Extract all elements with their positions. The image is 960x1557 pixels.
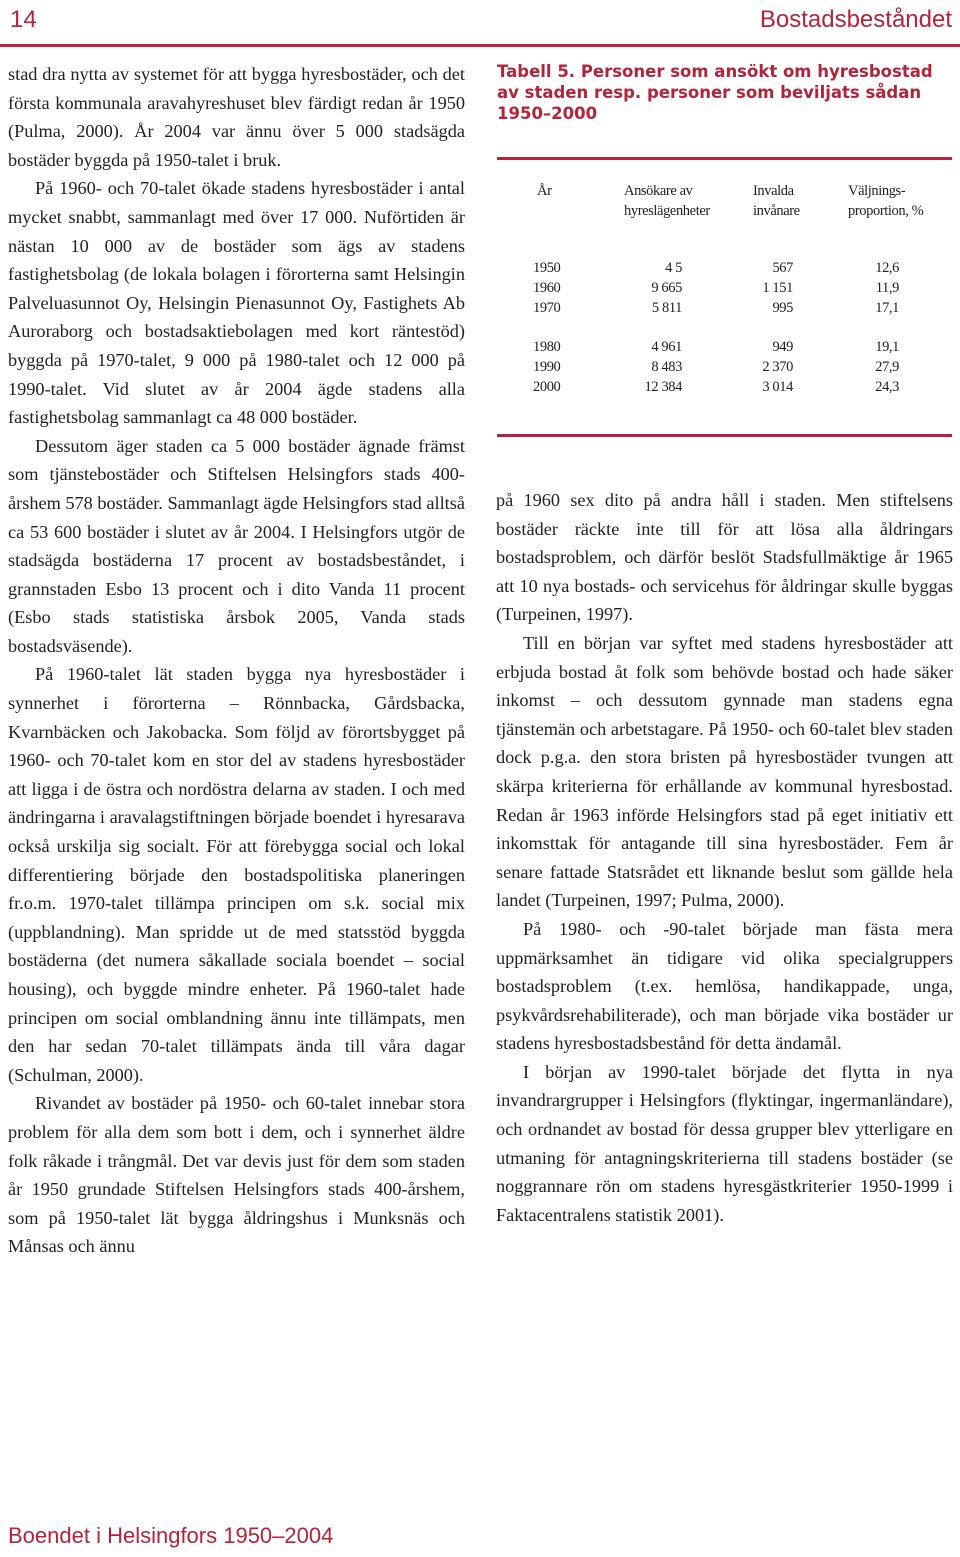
paragraph: stad dra nytta av systemet för att bygga hyresbostäder, och det första kommunala aravahyreshuset blev färdigt redan år 1950 (Pulma, 2000). År 2004 var ännu över 5 000 stadsägda bostäder byggda på 1950-talet i bruk. xyxy=(8,64,465,170)
table-row xyxy=(497,357,952,377)
table-row xyxy=(497,377,952,397)
paragraph: På 1960-talet lät staden bygga nya hyresbostäder i synnerhet i förorterna – Rönnbacka, Gårdsbacka, Kvarnbäcken och Jakobacka. Som följd av förortsbygget på 1960- och 70-talet kom en stor del av stadens hyresbostäder att ligga i de östra och nordöstra delarna av staden. I och med ändringarna i aravalagstiftningen började boendet i hyresarava också urskilja sig socialt. För att förebygga social och lokal differentiering började den bostadspolitiska planeringen fr.o.m. 1970-talet tillämpa principen om s.k. social mix (uppblandning). Man spridde ut de med statsstöd byggda bostäderna (det numera såkallade sociala boendet – social housing), och byggde mindre enheter. På 1960-talet hade principen om social omblandning ännu inte tillämpats, men den har sedan 70-talet tillämpats ända till våra dagar (Schulman, 2000). xyxy=(8,664,465,1085)
cell-applicants: 8 483 xyxy=(651,359,682,375)
column-header-invalids: Invalda invånare xyxy=(753,183,800,219)
header-rule xyxy=(0,44,960,47)
cell-invalids: 995 xyxy=(772,300,793,316)
cell-applicants: 4 5 xyxy=(665,260,682,276)
cell-applicants: 5 811 xyxy=(651,300,682,316)
cell-proportion: 24,3 xyxy=(875,379,899,395)
cell-proportion: 12,6 xyxy=(875,260,899,276)
cell-proportion: 27,9 xyxy=(875,359,899,375)
cell-invalids: 2 370 xyxy=(762,359,793,375)
cell-proportion: 11,9 xyxy=(875,280,899,296)
data-table xyxy=(497,160,952,434)
paragraph: Dessutom äger staden ca 5 000 bostäder ägnade främst som tjänstebostäder och Stiftelsen Helsingfors stads 400-årshem 578 bostäder. Sammanlagt ägde Helsingfors stad alltså ca 53 600 bostäder i slutet av år 2004. I Helsingfors utgör de stadsägda bostäderna 17 procent av bostadsbeståndet, i grannstaden Esbo 13 procent och i dito Vanda 11 procent (Esbo stads statistiska årsbok 2005, Vanda stads bostadsväsende). xyxy=(8,435,465,656)
paragraph: på 1960 sex dito på andra håll i staden. Men stiftelsens bostäder räckte inte till för att lösa alla åldringars bostadsproblem, och därför beslöt Stadsfullmäktige år 1965 att 10 nya bostads- och servicehus för åldringar skulle byggas (Turpeinen, 1997). xyxy=(496,490,953,625)
right-text-column xyxy=(496,486,953,1229)
cell-applicants: 4 961 xyxy=(651,339,682,355)
paragraph: Till en början var syftet med stadens hyresbostäder att erbjuda bostad åt folk som behövde bostad och hade säker inkomst – och dessutom gynnade man stadens egna tjänstemän och arbetstagare. På 1950- och 60-talet blev staden dock p.g.a. den stora bristen på hyresbostäder tvungen att skärpa kriterierna för erhållande av kommunal hyresbostad. Redan år 1963 införde Helsingfors stad på eget initiativ ett inkomsttak för antagande till sina hyresbostäder. Fem år senare fattade Statsrådet ett liknande beslut som gällde hela landet (Turpeinen, 1997; Pulma, 2000). xyxy=(496,632,953,911)
cell-invalids: 3 014 xyxy=(762,379,793,395)
cell-proportion: 19,1 xyxy=(875,339,899,355)
cell-year: 1950 xyxy=(533,260,561,276)
table-rule-bottom xyxy=(497,434,952,437)
cell-applicants: 12 384 xyxy=(644,379,682,395)
paragraph: Rivandet av bostäder på 1950- och 60-talet innebar stora problem för alla dem som bott i dem, och i synnerhet äldre folk råkade i trångmål. Det var devis just för dem som staden år 1950 grundade Stiftelsen Helsingfors stads 400-årshem, som på 1950-talet lät bygga åldringshus i Munksnäs och Månsas och ännu xyxy=(8,1093,465,1257)
cell-year: 2000 xyxy=(533,379,561,395)
paragraph: På 1960- och 70-talet ökade stadens hyresbostäder i antal mycket snabbt, sammanlagt med över 17 000. Nuförtiden är nästan 10 000 av de bostäder som ägs av stadens fastighetsbolag (de lokala bolagen i förorterna samt Helsingin Palveluasunnot Oy, Helsingin Pienasunnot Oy, Fastighets Ab Auroraborg och bostadsaktiebolagen med kort räntestöd) byggda på 1970-talet, 9 000 på 1980-talet och 12 000 på 1990-talet. Vid slutet av år 2004 ägde stadens alla fastighetsbolag sammanlagt ca 48 000 bostäder. xyxy=(8,178,465,428)
cell-year: 1990 xyxy=(533,359,561,375)
cell-invalids: 1 151 xyxy=(762,280,793,296)
section-title: Bostadsbeståndet xyxy=(759,6,952,33)
paragraph: I början av 1990-talet började det flytta in nya invandrargrupper i Helsingfors (flyktingar, ingermanländare), och ordnandet av bostad för dessa grupper blev ytterligare en utmaning för antagningskriterierna till stadens bostäder (se noggrannare rön om stadens hyresgästkriterier 1950-1999 i Faktacentralens statistik 2001). xyxy=(496,1061,953,1225)
table-title: Tabell 5. Personer som ansökt om hyresbostad av staden resp. personer som beviljats sådan 1950–2000 xyxy=(497,62,933,123)
paragraph: På 1980- och -90-talet började man fästa mera uppmärksamhet än tidigare vid olika specialgruppers bostadsproblem (t.ex. hemlösa, handikappade, unga, psykvårdsrehabiliterade), och man började vika bostäder ur stadens hyresbostadsbestånd för detta ändamål. xyxy=(496,918,953,1054)
column-header-proportion: Väljnings- proportion, % xyxy=(848,183,924,219)
table-row xyxy=(497,278,952,298)
footer-publication-title: Boendet i Helsingfors 1950–2004 xyxy=(8,1523,334,1548)
column-header-year: År xyxy=(537,183,552,199)
left-text-column xyxy=(8,60,465,1261)
cell-invalids: 567 xyxy=(772,260,793,276)
column-header-applicants: Ansökare av hyreslägenheter xyxy=(624,183,710,219)
cell-year: 1960 xyxy=(533,280,561,296)
cell-invalids: 949 xyxy=(772,339,793,355)
cell-year: 1980 xyxy=(533,339,561,355)
page-number: 14 xyxy=(10,6,37,33)
cell-applicants: 9 665 xyxy=(651,280,682,296)
table-row xyxy=(497,337,952,357)
page-header xyxy=(0,0,960,44)
table-row xyxy=(497,298,952,318)
cell-proportion: 17,1 xyxy=(875,300,899,316)
table-row xyxy=(497,258,952,278)
cell-year: 1970 xyxy=(533,300,561,316)
